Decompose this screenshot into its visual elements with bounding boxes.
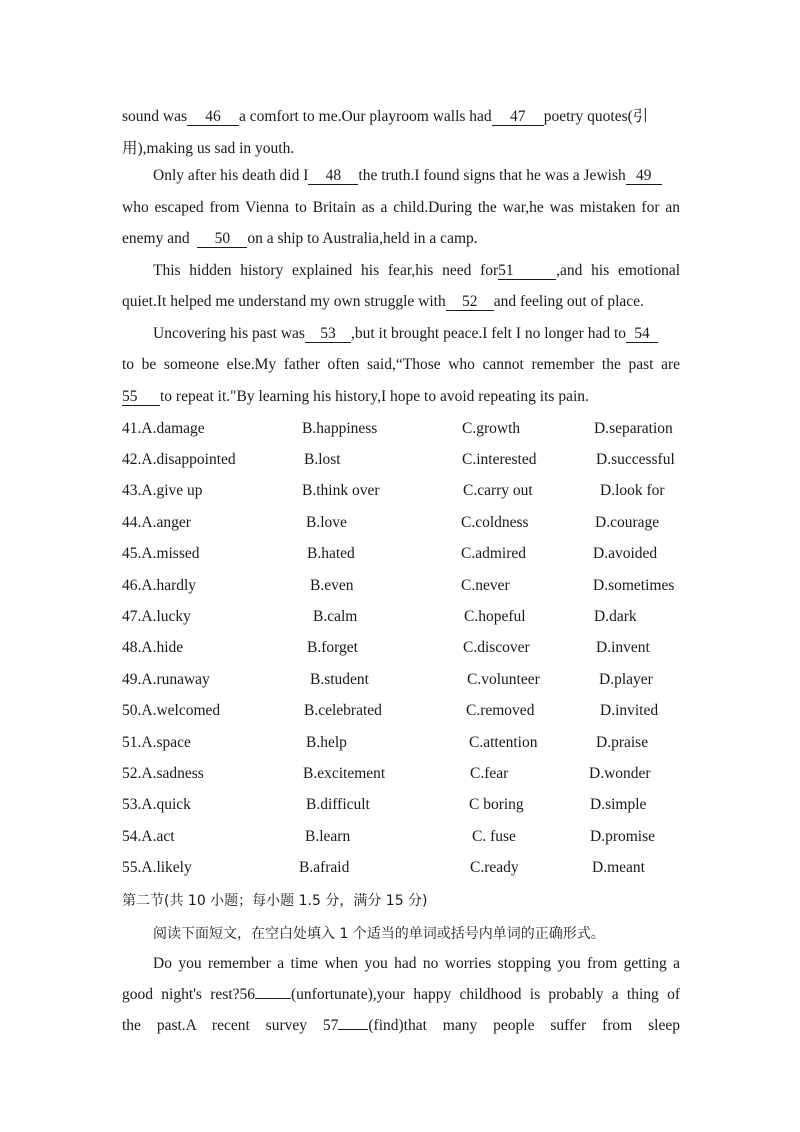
passage-line-5: enemy and 50 on a ship to Australia,held in a camp. [122, 230, 478, 247]
blank-49[interactable]: 49 [626, 168, 662, 185]
option-d[interactable]: D.look for [600, 482, 665, 499]
section2-line-2: good night's rest?56 (unfortunate),your happy childhood is probably a thing of [122, 986, 680, 1003]
option-c[interactable]: C.coldness [461, 514, 529, 531]
option-a[interactable]: 51.A.space [122, 734, 191, 751]
option-b[interactable]: B.love [306, 514, 347, 531]
option-row [122, 514, 722, 536]
blank-55[interactable]: 55 [122, 389, 160, 406]
option-row [122, 451, 722, 473]
option-row [122, 545, 722, 567]
option-d[interactable]: D.simple [590, 796, 647, 813]
passage-line-4: who escaped from Vienna to Britain as a child.During the war,he was mistaken for an [122, 199, 680, 216]
option-row [122, 577, 722, 599]
option-b[interactable]: B.excitement [303, 765, 386, 782]
passage-line-6: This hidden history explained his fear,his need for51 ,and his emotional [153, 262, 681, 279]
passage-line-2: 用),making us sad in youth. [122, 140, 295, 157]
option-a[interactable]: 49.A.runaway [122, 671, 210, 688]
option-b[interactable]: B.help [306, 734, 347, 751]
option-d[interactable]: D.successful [596, 451, 675, 468]
option-c[interactable]: C. fuse [472, 828, 516, 845]
option-d[interactable]: D.dark [594, 608, 637, 625]
option-d[interactable]: D.avoided [593, 545, 658, 562]
option-c[interactable]: C.carry out [463, 482, 533, 499]
option-row [122, 734, 722, 756]
option-a[interactable]: 53.A.quick [122, 796, 191, 813]
blank-48[interactable]: 48 [308, 168, 358, 185]
option-a[interactable]: 52.A.sadness [122, 765, 204, 782]
option-row [122, 828, 722, 850]
option-row [122, 420, 722, 442]
option-a[interactable]: 43.A.give up [122, 482, 203, 499]
option-d[interactable]: D.sometimes [593, 577, 675, 594]
option-row [122, 765, 722, 787]
blank-47[interactable]: 47 [492, 109, 544, 126]
option-b[interactable]: B.even [310, 577, 354, 594]
passage-line-10: 55 to repeat it."By learning his history,I hope to avoid repeating its pain. [122, 388, 589, 405]
blank-53[interactable]: 53 [305, 326, 351, 343]
option-b[interactable]: B.think over [302, 482, 380, 499]
section-instruction: 阅读下面短文，在空白处填入 1 个适当的单词或括号内单词的正确形式。 [153, 926, 605, 942]
option-row [122, 639, 722, 661]
option-c[interactable]: C.never [461, 577, 510, 594]
option-c[interactable]: C.discover [463, 639, 530, 656]
option-a[interactable]: 41.A.damage [122, 420, 205, 437]
option-d[interactable]: D.praise [596, 734, 649, 751]
option-row [122, 796, 722, 818]
section-heading: 第二节(共 10 小题；每小题 1.5 分，满分 15 分) [122, 893, 428, 909]
blank-52[interactable]: 52 [446, 294, 494, 311]
passage-line-8: Uncovering his past was 53 ,but it brought peace.I felt I no longer had to 54 [153, 325, 658, 343]
option-c[interactable]: C.ready [470, 859, 519, 876]
option-c[interactable]: C boring [469, 796, 524, 813]
option-a[interactable]: 55.A.likely [122, 859, 192, 876]
blank-51[interactable]: 51 [498, 263, 556, 280]
option-c[interactable]: C.fear [470, 765, 509, 782]
option-b[interactable]: B.student [310, 671, 369, 688]
option-c[interactable]: C.hopeful [464, 608, 526, 625]
option-a[interactable]: 42.A.disappointed [122, 451, 236, 468]
blank-57[interactable] [338, 1029, 368, 1030]
passage-line-9: to be someone else.My father often said,“Those who cannot remember the past are [122, 356, 680, 373]
option-c[interactable]: C.attention [469, 734, 538, 751]
option-b[interactable]: B.celebrated [304, 702, 382, 719]
option-a[interactable]: 50.A.welcomed [122, 702, 221, 719]
option-d[interactable]: D.meant [592, 859, 645, 876]
option-d[interactable]: D.courage [595, 514, 660, 531]
passage-line-3: Only after his death did I 48 the truth.I found signs that he was a Jewish 49 [153, 167, 662, 185]
option-b[interactable]: B.learn [305, 828, 351, 845]
option-a[interactable]: 54.A.act [122, 828, 175, 845]
blank-54[interactable]: 54 [626, 326, 658, 343]
option-row [122, 608, 722, 630]
option-c[interactable]: C.volunteer [467, 671, 540, 688]
option-c[interactable]: C.growth [462, 420, 521, 437]
blank-46[interactable]: 46 [187, 109, 239, 126]
option-row [122, 671, 722, 693]
passage-line-1: sound was 46 a comfort to me.Our playroom walls had 47 poetry quotes(引 [122, 108, 649, 125]
option-a[interactable]: 48.A.hide [122, 639, 184, 656]
option-a[interactable]: 44.A.anger [122, 514, 191, 531]
option-c[interactable]: C.interested [462, 451, 537, 468]
passage-line-7: quiet.It helped me understand my own struggle with 52 and feeling out of place. [122, 293, 644, 310]
option-d[interactable]: D.separation [594, 420, 673, 437]
option-c[interactable]: C.removed [466, 702, 535, 719]
option-c[interactable]: C.admired [461, 545, 526, 562]
option-b[interactable]: B.difficult [306, 796, 370, 813]
option-b[interactable]: B.afraid [299, 859, 350, 876]
option-a[interactable]: 46.A.hardly [122, 577, 197, 594]
option-row [122, 482, 722, 504]
option-b[interactable]: B.calm [313, 608, 358, 625]
blank-56[interactable] [255, 998, 291, 999]
blank-50[interactable]: 50 [197, 231, 247, 248]
option-d[interactable]: D.player [599, 671, 653, 688]
option-row [122, 702, 722, 724]
option-d[interactable]: D.wonder [589, 765, 651, 782]
option-d[interactable]: D.invent [596, 639, 650, 656]
option-row [122, 859, 722, 881]
section2-line-1: Do you remember a time when you had no worries stopping you from getting a [153, 955, 680, 972]
section2-line-3: the past.A recent survey 57 (find)that many people suffer from sleep [122, 1017, 680, 1034]
option-d[interactable]: D.invited [600, 702, 659, 719]
option-b[interactable]: B.lost [304, 451, 341, 468]
option-b[interactable]: B.forget [307, 639, 358, 656]
option-a[interactable]: 47.A.lucky [122, 608, 191, 625]
option-a[interactable]: 45.A.missed [122, 545, 200, 562]
option-d[interactable]: D.promise [590, 828, 656, 845]
option-b[interactable]: B.happiness [302, 420, 378, 437]
option-b[interactable]: B.hated [307, 545, 355, 562]
